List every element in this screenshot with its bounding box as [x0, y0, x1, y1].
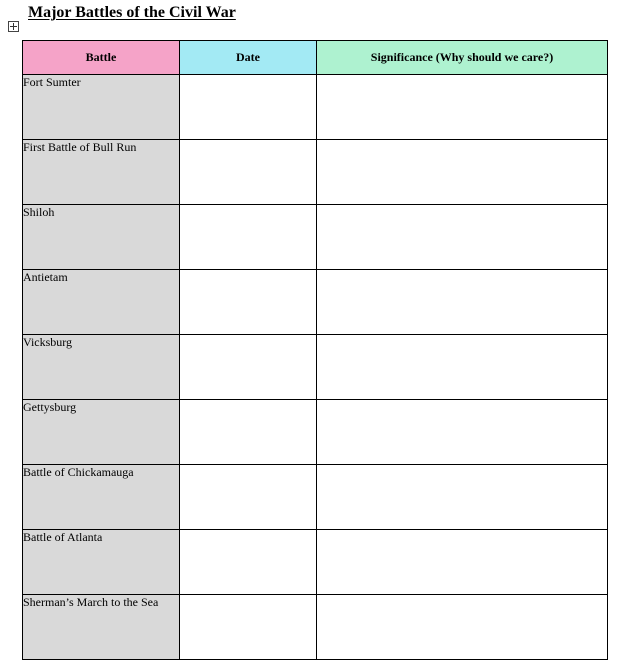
significance-cell[interactable]: [317, 335, 608, 400]
header-date: Date: [180, 41, 317, 75]
table-row: [23, 530, 608, 595]
battle-cell[interactable]: Gettysburg: [23, 400, 180, 465]
date-cell[interactable]: [180, 465, 317, 530]
table-row: [23, 270, 608, 335]
significance-cell[interactable]: [317, 270, 608, 335]
significance-cell[interactable]: [317, 465, 608, 530]
battle-cell[interactable]: Vicksburg: [23, 335, 180, 400]
page-title: Major Battles of the Civil War: [28, 4, 236, 21]
battle-cell[interactable]: Sherman’s March to the Sea: [23, 595, 180, 660]
date-cell[interactable]: [180, 205, 317, 270]
date-cell[interactable]: [180, 335, 317, 400]
table-row: [23, 205, 608, 270]
battle-cell[interactable]: First Battle of Bull Run: [23, 140, 180, 205]
move-handle-icon: [9, 22, 18, 31]
table-row: [23, 465, 608, 530]
table-row: [23, 400, 608, 465]
header-battle: Battle: [23, 41, 180, 75]
significance-cell[interactable]: [317, 530, 608, 595]
significance-cell[interactable]: [317, 400, 608, 465]
table-row: [23, 335, 608, 400]
header-significance: Significance (Why should we care?): [317, 41, 608, 75]
significance-cell[interactable]: [317, 595, 608, 660]
date-cell[interactable]: [180, 595, 317, 660]
date-cell[interactable]: [180, 140, 317, 205]
table-row: [23, 140, 608, 205]
table-row: [23, 75, 608, 140]
battle-cell[interactable]: Fort Sumter: [23, 75, 180, 140]
date-cell[interactable]: [180, 530, 317, 595]
date-cell[interactable]: [180, 75, 317, 140]
date-cell[interactable]: [180, 270, 317, 335]
significance-cell[interactable]: [317, 205, 608, 270]
significance-cell[interactable]: [317, 75, 608, 140]
battles-table: [22, 40, 608, 660]
battle-cell[interactable]: Antietam: [23, 270, 180, 335]
battle-cell[interactable]: Shiloh: [23, 205, 180, 270]
battle-cell[interactable]: Battle of Chickamauga: [23, 465, 180, 530]
table-header-row: [23, 41, 608, 75]
battle-cell[interactable]: Battle of Atlanta: [23, 530, 180, 595]
table-move-handle-icon[interactable]: [8, 21, 19, 32]
date-cell[interactable]: [180, 400, 317, 465]
table-row: [23, 595, 608, 660]
significance-cell[interactable]: [317, 140, 608, 205]
